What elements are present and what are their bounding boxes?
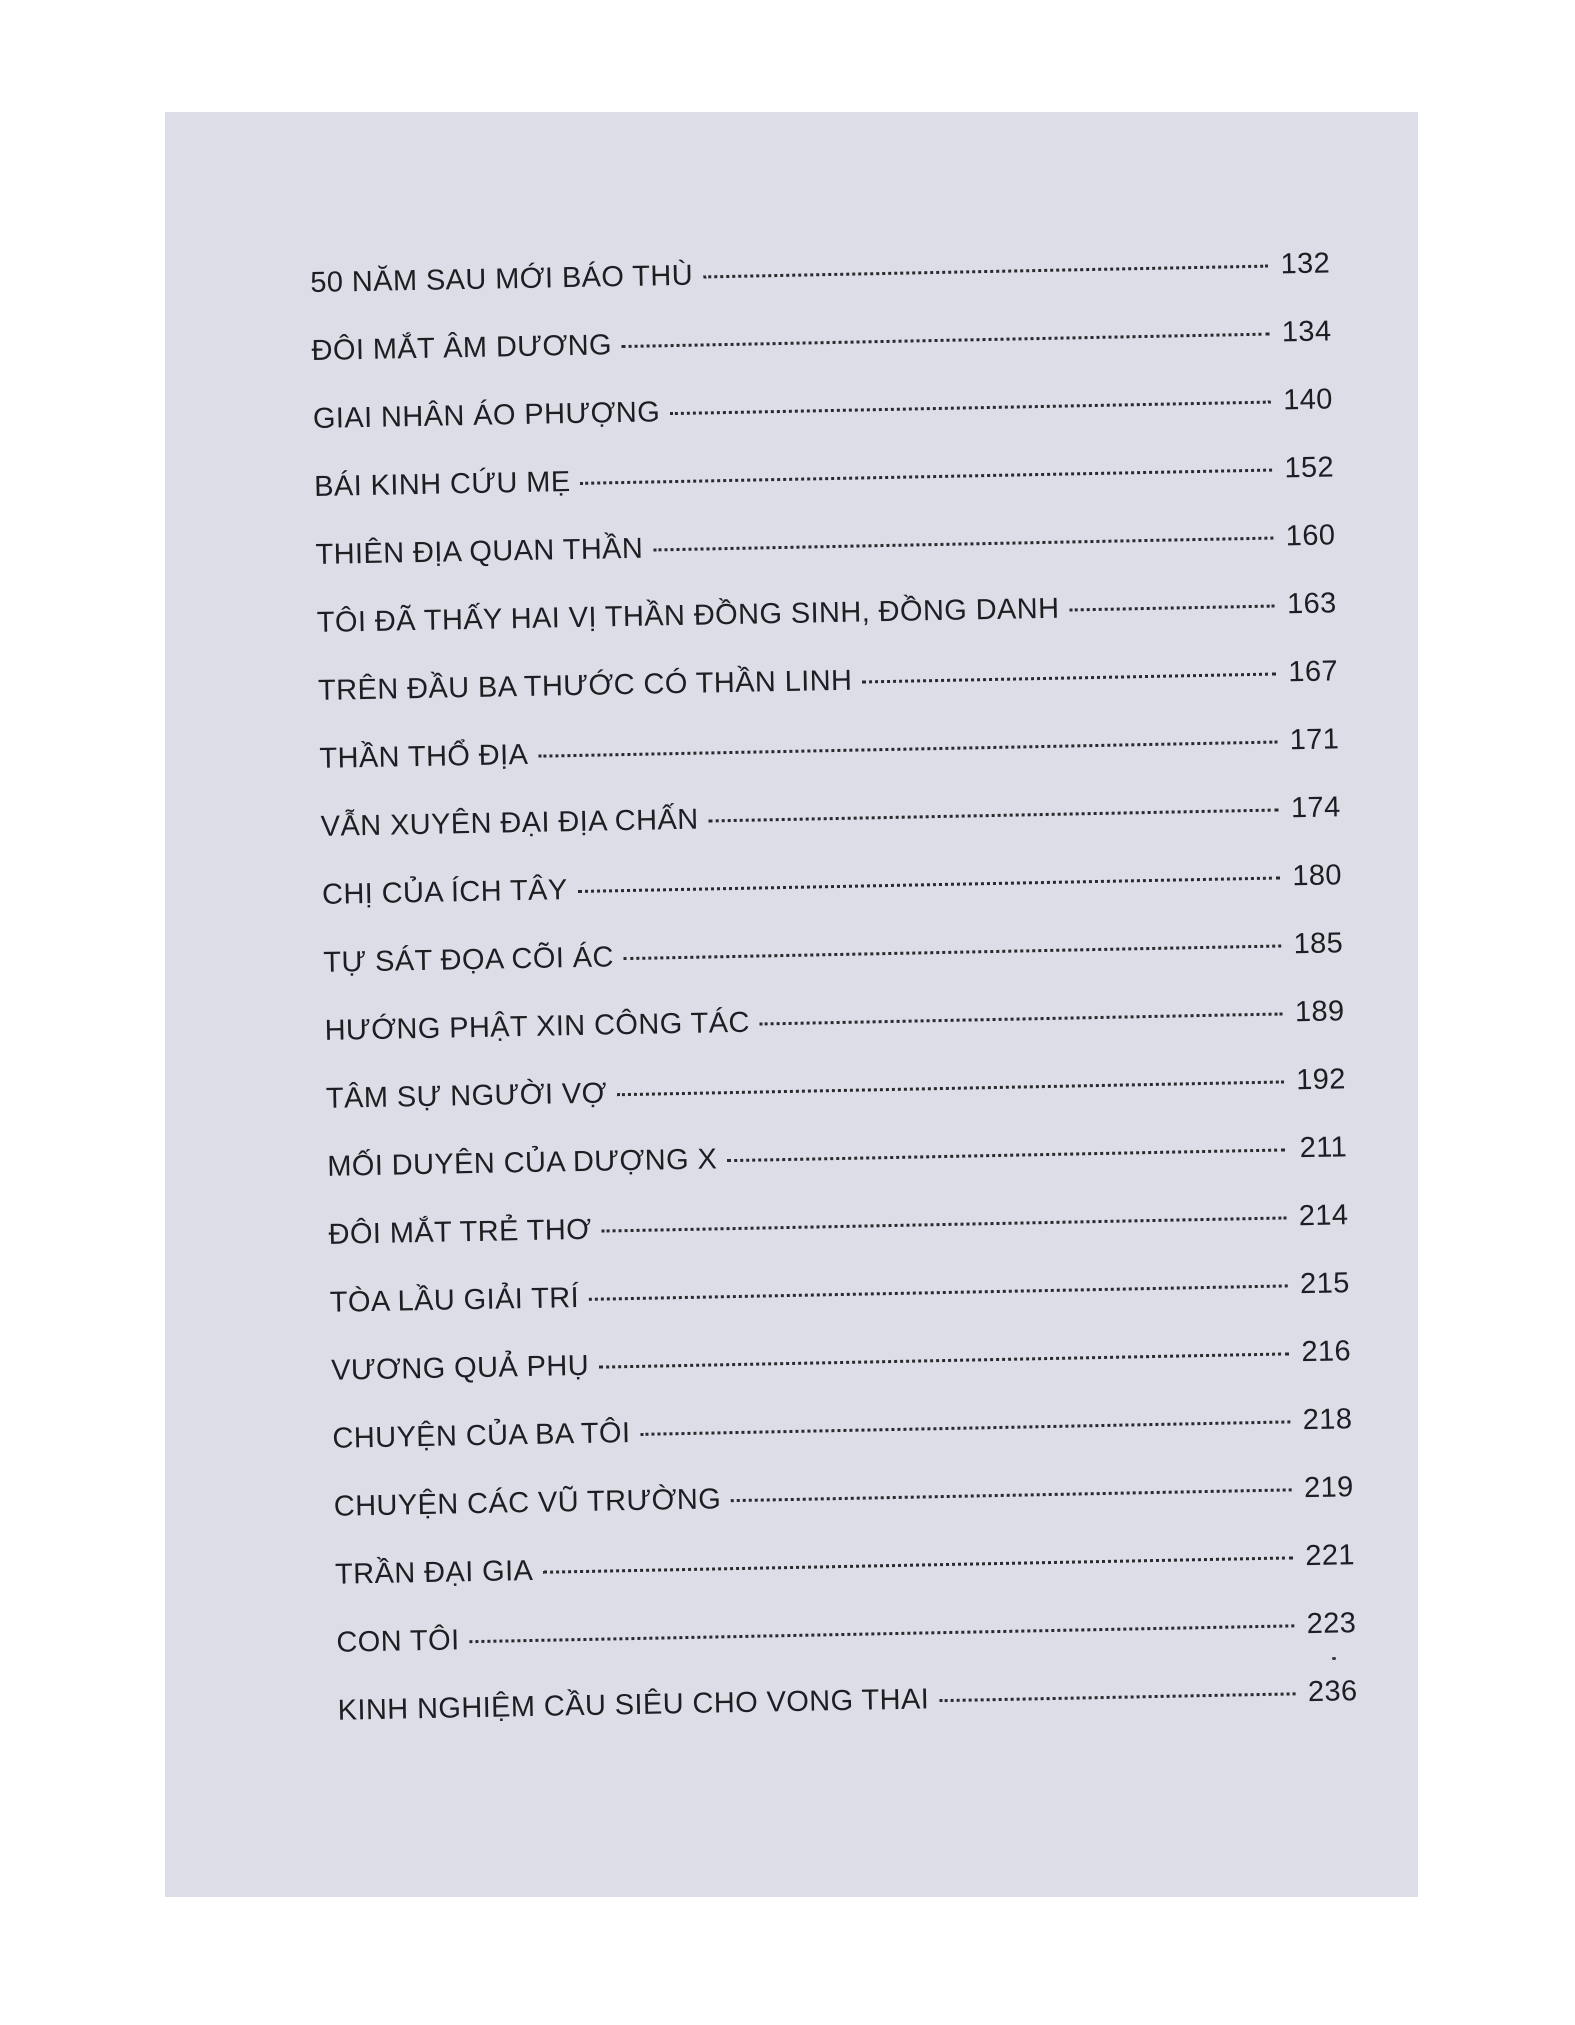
book-page [165, 112, 1418, 1897]
toc-entry-title: TÔI ĐÃ THẤY HAI VỊ THẦN ĐỒNG SINH, ĐỒNG DANH [316, 592, 1060, 639]
dot-leader [470, 1624, 1295, 1643]
toc-entry-page: 167 [1288, 655, 1339, 689]
dot-leader [760, 1012, 1283, 1025]
toc-entry-page: 211 [1299, 1131, 1348, 1165]
dot-leader [939, 1692, 1295, 1702]
toc-entry-title: VẪN XUYÊN ĐẠI ĐỊA CHẤN [320, 803, 699, 843]
toc-entry-title: VƯƠNG QUẢ PHỤ [330, 1349, 590, 1387]
toc-entry-page: 214 [1298, 1199, 1349, 1233]
toc-entry-title: HƯỚNG PHẬT XIN CÔNG TÁC [324, 1006, 751, 1047]
toc-entry-page: 216 [1301, 1335, 1352, 1369]
toc-entry-title: CHUYỆN CÁC VŨ TRƯỜNG [333, 1483, 722, 1523]
toc-entry-page: 140 [1282, 383, 1334, 417]
dot-leader [709, 809, 1279, 823]
toc-entry-page: 180 [1291, 859, 1343, 893]
toc-entry-page: 192 [1295, 1063, 1347, 1097]
toc-entry-title: CON TÔI [336, 1624, 460, 1659]
toc-entry-page: 163 [1286, 587, 1337, 621]
toc-entry-title: TRẦN ĐẠI GIA [334, 1554, 534, 1591]
toc-entry-title: 50 NĂM SAU MỚI BÁO THÙ [310, 259, 694, 299]
dot-leader [640, 1420, 1290, 1435]
dot-leader [624, 944, 1281, 960]
dot-leader [589, 1284, 1288, 1300]
toc-entry-title: BÁI KINH CỨU MẸ [313, 466, 571, 503]
toc-entry-title: ĐÔI MẮT ÂM DƯƠNG [311, 329, 613, 367]
dot-leader [703, 265, 1268, 279]
toc-entry-title: GIAI NHÂN ÁO PHƯỢNG [312, 396, 661, 435]
toc-entry-page: 171 [1289, 723, 1340, 757]
dot-leader [578, 876, 1280, 892]
toc-entry-page: 215 [1299, 1267, 1351, 1301]
dot-leader [670, 401, 1271, 416]
toc-entry-title: CHỊ CỦA ÍCH TÂY [321, 874, 568, 911]
toc-entry-page: 174 [1290, 791, 1341, 825]
toc-entry-title: CHUYỆN CỦA BA TÔI [332, 1417, 631, 1455]
ink-speck [1332, 1657, 1336, 1660]
dot-leader [727, 1148, 1285, 1162]
toc-entry-page: 152 [1284, 451, 1335, 485]
dot-leader [581, 469, 1273, 485]
toc-entry-page: 219 [1303, 1471, 1354, 1505]
toc-entry-title: TÒA LẦU GIẢI TRÍ [329, 1282, 580, 1319]
toc-entry-page: 185 [1293, 927, 1344, 961]
toc-entry-page: 134 [1281, 315, 1332, 349]
dot-leader [1069, 605, 1274, 612]
toc-entry-title: THIÊN ĐỊA QUAN THẦN [315, 532, 644, 571]
toc-entry-page: 160 [1285, 519, 1336, 553]
toc-entry-title: TỰ SÁT ĐỌA CÕI ÁC [323, 941, 615, 979]
dot-leader [538, 741, 1277, 758]
dot-leader [599, 1352, 1289, 1368]
toc-entry-title: KINH NGHIỆM CẦU SIÊU CHO VONG THAI [337, 1683, 930, 1727]
dot-leader [543, 1556, 1293, 1573]
dot-leader [731, 1488, 1292, 1502]
toc-entry-page: 221 [1305, 1539, 1356, 1573]
dot-leader [653, 537, 1273, 552]
toc-entry-title: ĐÔI MẮT TRẺ THƠ [328, 1213, 592, 1251]
toc-entry-page: 236 [1307, 1675, 1358, 1709]
toc-entry-page: 223 [1306, 1607, 1357, 1641]
dot-leader [617, 1080, 1284, 1096]
toc-entry-page: 218 [1302, 1403, 1353, 1437]
toc-entry-title: TÂM SỰ NGƯỜI VỢ [325, 1077, 608, 1115]
toc-entry-page: 189 [1294, 995, 1345, 1029]
table-of-contents [310, 247, 1359, 1762]
dot-leader [622, 333, 1270, 348]
dot-leader [862, 673, 1276, 684]
dot-leader [601, 1216, 1286, 1232]
toc-entry-title: TRÊN ĐẦU BA THƯỚC CÓ THẦN LINH [317, 664, 853, 707]
toc-entry-title: MỐI DUYÊN CỦA DƯỢNG X [326, 1143, 718, 1183]
toc-entry-title: THẦN THỔ ĐỊA [319, 738, 529, 775]
toc-entry-page: 132 [1280, 247, 1331, 281]
